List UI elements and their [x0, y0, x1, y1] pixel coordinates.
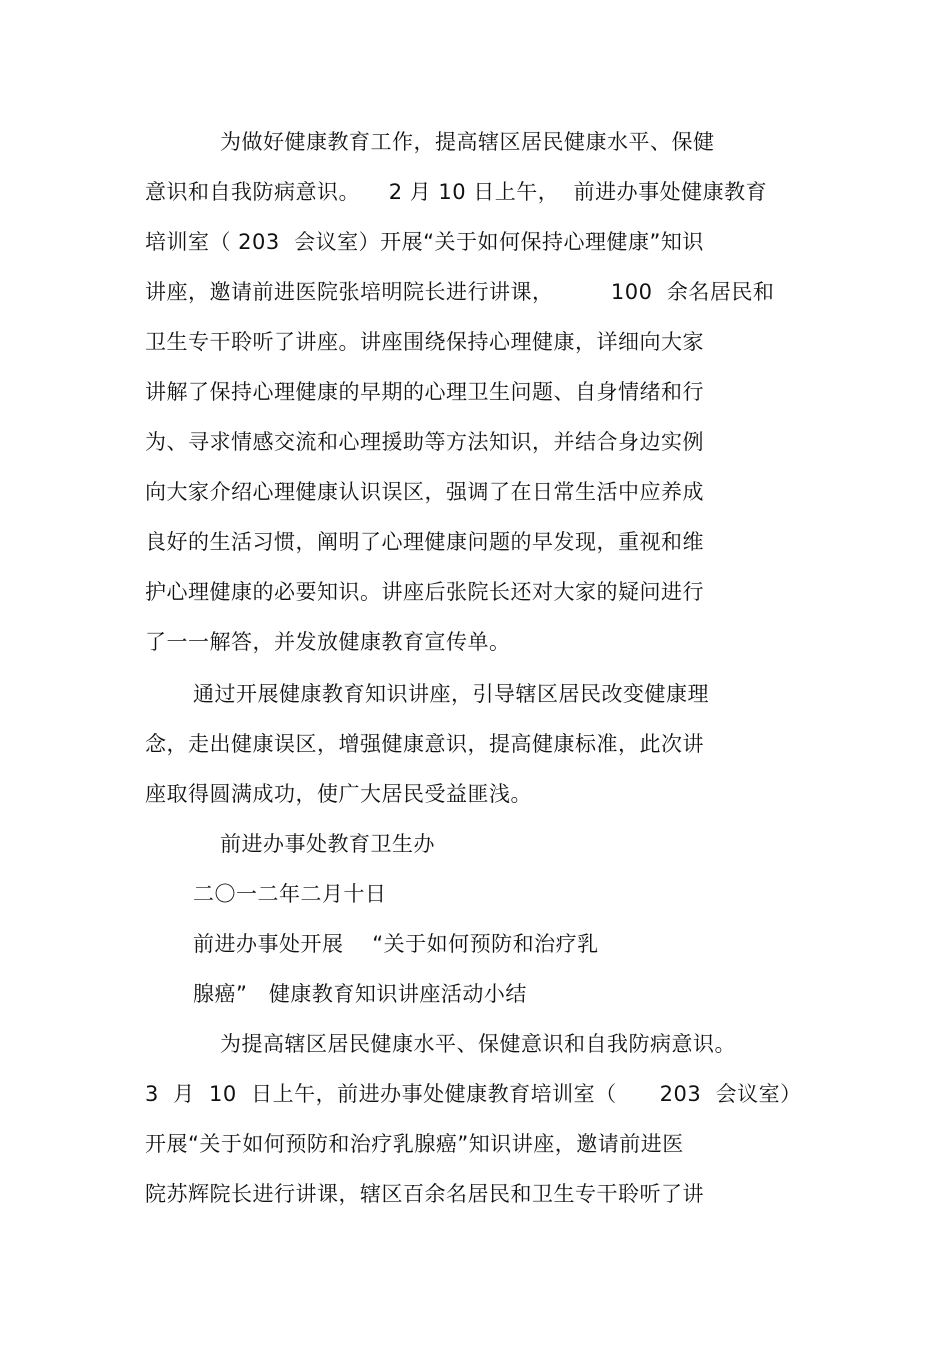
- text-line: 意识和自我防病意识。 2 月 10 日上午， 前进办事处健康教育: [145, 180, 768, 204]
- text-line: 念，走出健康误区，增强健康意识，提高健康标准，此次讲: [145, 732, 704, 756]
- text-line: 培训室（ 203 会议室）开展“关于如何保持心理健康”知识: [145, 230, 704, 254]
- text-line: 了一一解答，并发放健康教育宣传单。: [145, 630, 511, 654]
- text-line: 为提高辖区居民健康水平、保健意识和自我防病意识。: [220, 1032, 736, 1056]
- section-title-line-2: 腺癌” 健康教育知识讲座活动小结: [193, 982, 527, 1006]
- text-line: 良好的生活习惯，阐明了心理健康问题的早发现，重视和维: [145, 530, 704, 554]
- text-line: 卫生专干聆听了讲座。讲座围绕保持心理健康，详细向大家: [145, 330, 704, 354]
- text-line: 为、寻求情感交流和心理援助等方法知识，并结合身边实例: [145, 430, 704, 454]
- text-line: 3 月 10 日上午，前进办事处健康教育培训室（ 203 会议室）: [145, 1082, 802, 1106]
- text-line: 护心理健康的必要知识。讲座后张院长还对大家的疑问进行: [145, 580, 704, 604]
- text-line: 院苏辉院长进行讲课，辖区百余名居民和卫生专干聆听了讲: [145, 1182, 704, 1206]
- section-title-line-1: 前进办事处开展 “关于如何预防和治疗乳: [193, 932, 599, 956]
- text-line: 通过开展健康教育知识讲座，引导辖区居民改变健康理: [193, 682, 709, 706]
- signature-organization: 前进办事处教育卫生办: [220, 832, 435, 856]
- text-line: 开展“关于如何预防和治疗乳腺癌”知识讲座，邀请前进医: [145, 1132, 684, 1156]
- text-line: 座取得圆满成功，使广大居民受益匪浅。: [145, 782, 532, 806]
- text-line: 向大家介绍心理健康认识误区，强调了在日常生活中应养成: [145, 480, 704, 504]
- text-line: 讲座，邀请前进医院张培明院长进行讲课， 100 余名居民和: [145, 280, 775, 304]
- signature-date: 二〇一二年二月十日: [193, 882, 387, 906]
- text-line: 为做好健康教育工作，提高辖区居民健康水平、保健: [220, 130, 715, 154]
- text-line: 讲解了保持心理健康的早期的心理卫生问题、自身情绪和行: [145, 380, 704, 404]
